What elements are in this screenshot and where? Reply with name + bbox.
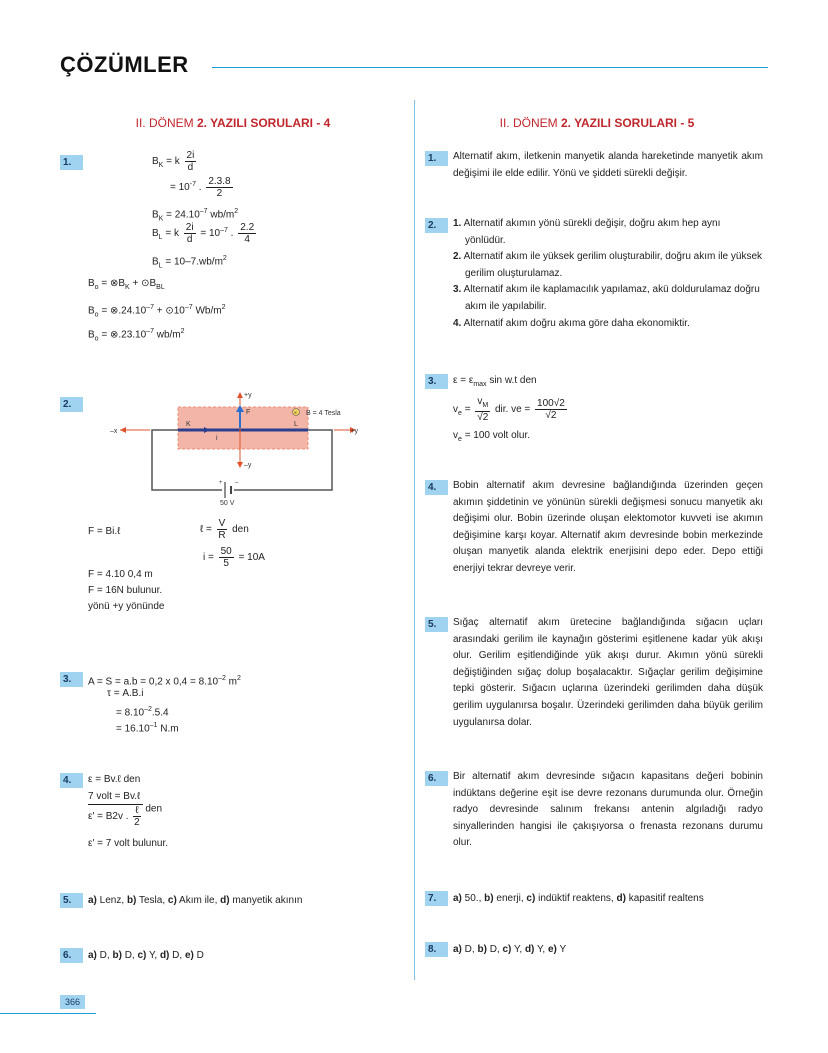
label-K: K xyxy=(186,421,191,428)
svg-text:×: × xyxy=(294,410,297,417)
question-number: 4. xyxy=(425,480,448,495)
left-section-heading: II. DÖNEM 2. YAZILI SORULARI - 4 xyxy=(135,116,331,130)
effective-voltage-result: $v_e = 100$ volt olur. xyxy=(453,430,531,443)
answers-q8: a) D, b) D, c) Y, d) Y, e) Y xyxy=(453,944,567,955)
battery-gap xyxy=(222,484,234,496)
question-number: 2. xyxy=(425,218,448,233)
label-battery-minus: – xyxy=(235,480,239,486)
answer-text-q4: Bobin alternatif akım devresine bağlandığında üzerinden geçen akımın şiddetinin ve yönünün sürekli değişmesi sonucu manyetik akı değişimi olur. Bobin üzerinde oluşan elektomotor kuvveti ise akımın değişimine karşı koyar. Alternatif akım devresinde bobin merkezinde oluşan manyetik alanda elektrik enerjisini depo eder. Depo ettiği enerjiyi tekrar devreye verir. xyxy=(453,480,763,574)
page-number: 366 xyxy=(60,995,85,1009)
result-line-3: yönü +y yönünde xyxy=(88,601,165,612)
axis-pos-y-arrow xyxy=(237,392,243,398)
label-neg-y: –y xyxy=(244,462,252,469)
question-number: 1. xyxy=(425,151,448,166)
question-number: 4. xyxy=(60,773,83,788)
label-neg-x: –x xyxy=(110,428,118,435)
question-number: 3. xyxy=(60,672,83,687)
question-number: 5. xyxy=(60,893,83,908)
formula-emf: $\varepsilon = \varepsilon_{max}$ sin w.t den xyxy=(453,375,537,388)
footer-rule xyxy=(0,1013,96,1014)
torque-step: = $8.10^{-2}.5.4$ xyxy=(116,706,169,719)
torque-result: = $16.10^{-1}$ N.m xyxy=(116,722,179,735)
formula-bl: $B_L = k$ $\frac{2i}{d}$ = $10^{-7}$ . $\frac{2.2}{4}$ xyxy=(152,222,255,245)
question-number: 3. xyxy=(425,374,448,389)
axis-neg-y-arrow xyxy=(237,462,243,468)
label-i: i xyxy=(216,435,218,442)
result-line-2: F = 16N bulunur. xyxy=(88,585,163,596)
question-number: 6. xyxy=(425,771,448,786)
answer-text-q6: Bir alternatif akım devresinde sığacın kapasitans değeri bobinin indüktans değerine eşit ise devre rezonans durumunda olur. Örneğin radyo devresinde salınım frekansı antenin algıladığı radyo sinyallerinden hangisi ile çakışıyorsa o frenasta rezonans durumu olur. xyxy=(453,771,763,849)
question-number: 7. xyxy=(425,891,448,906)
answer-list-q2: 1. Alternatif akımın yönü sürekli değişir, doğru akım hep aynı yönlüdür. 2. Alternatif akım ile yüksek gerilim oluşturabilir, doğru akım ile yüksek gerilim oluşturulamaz. 3. Alternatif akım ile kaplamacılık yapılamaz, akü doldurulamaz doğru akım ile yapılabilir. 4. Alternatif akım doğru akıma göre daha ekonomiktir. xyxy=(453,218,763,329)
answers-q5: a) Lenz, b) Tesla, c) Akım ile, d) manyetik akının xyxy=(88,895,303,906)
result-line-1: F = 4.10 0,4 m xyxy=(88,569,153,580)
label-B: B = 4 Tesla xyxy=(306,410,341,417)
label-voltage: 50 V xyxy=(220,500,235,507)
answer-text-q5: Sığaç alternatif akım üretecine bağlandığında sığacın uçları arasındaki gerilim ile kaynağın gösterimi eşitlenene kadar yük akışı olur. Gerilim eşitlendiğinde yük akışı durur. Akımın yönü sürekli değiştiğinden sığaç dolup boşalacaktır. Sığaçlar gerilim değişimine tepki gösterir. Sığacın uçlarına üzerindeki gerilimden daha düşük gerilim uygulanırsa boşalır. Üzerindeki gerilimden daha büyük gerilim uygulanırsa dolar. xyxy=(453,617,763,728)
formula-bo-3: $B_o$ = $\otimes.23.10^{-7}$ $wb/m^2$ xyxy=(88,328,185,343)
page-title: ÇÖZÜMLER xyxy=(60,52,189,77)
torque-formula: τ = A.B.i xyxy=(107,688,144,699)
label-battery-plus: + xyxy=(219,480,223,486)
formula-bo-2: $B_o$ = $\otimes.24.10^{-7}$ + $⊙10^{-7}$ $Wb/m^2$ xyxy=(88,304,226,319)
label-pos-x: +y xyxy=(350,428,358,435)
magnetic-field-region xyxy=(178,407,308,449)
formula-bl-value: $B_L = 10-7.wb/m^2$ xyxy=(152,255,227,270)
formula-bk-value: $B_K = 24.10^{-7}$ $wb/m^2$ xyxy=(152,208,239,223)
formula-length: ℓ = $\frac{V}{R}$ den xyxy=(200,518,249,541)
emf-fraction: 7 volt = Bv.ℓ ε' = B2v . $\frac{\text{ℓ}}{2}$ den xyxy=(88,791,163,828)
axis-neg-x-arrow xyxy=(120,427,126,433)
emf-result: ε' = 7 volt bulunur. xyxy=(88,838,169,849)
area-formula: A = S = a.b = 0,2 x $0,4 = 8.10^{-2}$ $m^2$ xyxy=(88,675,241,688)
emf-formula: ε = Bv.ℓ den xyxy=(88,774,141,785)
question-number: 1. xyxy=(60,155,83,170)
formula-bk-sub: = $10^{-7}$ . $\frac{2.3.8}{2}$ xyxy=(170,176,231,199)
question-number: 5. xyxy=(425,617,448,632)
question-number: 6. xyxy=(60,948,83,963)
formula-effective-voltage: $v_e$ = $\frac{v_M}{√2}$ dir. ve = $\frac{100√2}{√2}$ xyxy=(453,396,565,423)
answer-text-q1: Alternatif akım, iletkenin manyetik alanda hareketinde manyetik akım değişimi ile elde edilir. Yönü ve şiddeti sürekli değişir. xyxy=(453,151,763,179)
formula-current: i = $\frac{50}{5}$ = 10A xyxy=(203,546,265,569)
question-number: 8. xyxy=(425,942,448,957)
title-rule xyxy=(212,67,768,68)
label-L: L xyxy=(294,421,298,428)
circuit-diagram xyxy=(110,388,360,510)
label-pos-y: +y xyxy=(244,392,252,399)
formula-force: F = Bi.ℓ xyxy=(88,526,121,537)
formula-bo-1: $B_o$ = $\otimes B_K$ + $⊙B_{BL}$ xyxy=(88,278,165,291)
label-F: F xyxy=(246,409,251,416)
formula-bk: $B_K = k$ $\frac{2i}{d}$ xyxy=(152,150,195,173)
question-number: 2. xyxy=(60,397,83,412)
column-divider xyxy=(414,100,415,980)
answers-q6: a) D, b) D, c) Y, d) D, e) D xyxy=(88,950,204,961)
right-section-heading: II. DÖNEM 2. YAZILI SORULARI - 5 xyxy=(499,116,695,130)
answers-q7: a) 50., b) enerji, c) indüktif reaktens, d) kapasitif realtens xyxy=(453,893,704,904)
